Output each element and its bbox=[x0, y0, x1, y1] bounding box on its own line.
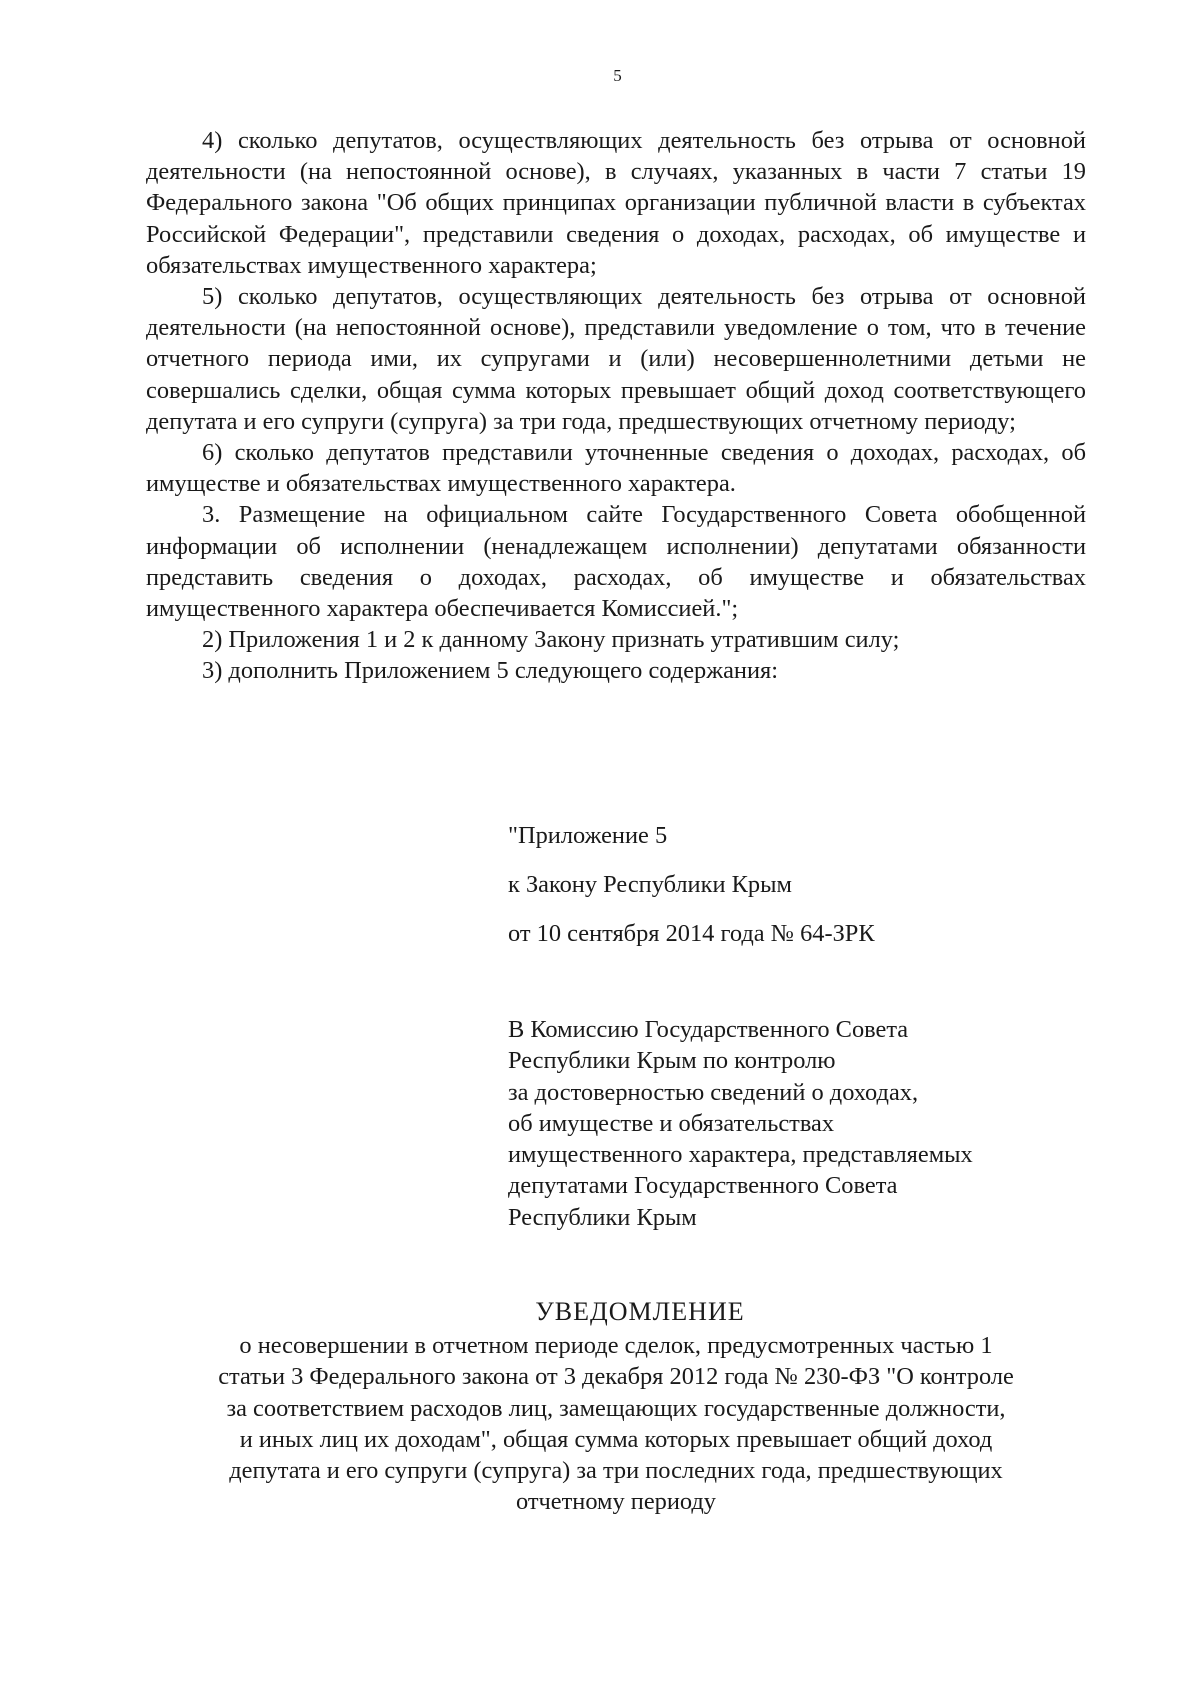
appendix-title: "Приложение 5 bbox=[508, 822, 668, 849]
notice-subtitle-line: депутата и его супруги (супруга) за три последних года, предшествующих bbox=[229, 1457, 1003, 1485]
paragraph-item-6: 6) сколько депутатов представили уточненные сведения о доходах, расходах, об имуществе и обязательствах имущественного характера. bbox=[146, 439, 1086, 498]
addressee-line: депутатами Государственного Совета bbox=[508, 1172, 898, 1200]
paragraph-item-4: 4) сколько депутатов, осуществляющих деятельность без отрыва от основной деятельности (на непостоянной основе), в случаях, указанных в части 7 статьи 19 Федерального закона "Об общих принципах организации публичной власти в субъектах Российской Федерации", представили сведения о доходах, расходах, об имуществе и обязательствах имущественного характера; bbox=[146, 127, 1086, 279]
appendix-law-reference: к Закону Республики Крым bbox=[508, 871, 792, 898]
body-text bbox=[146, 125, 1086, 687]
addressee-line: Республики Крым по контролю bbox=[508, 1047, 836, 1075]
addressee-line: В Комиссию Государственного Совета bbox=[508, 1016, 909, 1043]
notice-subtitle-line: и иных лиц их доходам", общая сумма которых превышает общий доход bbox=[239, 1425, 993, 1453]
appendix-heading bbox=[508, 811, 875, 958]
addressee-line: за достоверностью сведений о доходах, bbox=[508, 1078, 919, 1106]
notice-subtitle-line: за соответствием расходов лиц, замещающих государственные должности, bbox=[226, 1394, 1006, 1422]
page-number: 5 bbox=[613, 66, 622, 85]
paragraph-item-5: 5) сколько депутатов, осуществляющих деятельность без отрыва от основной деятельности (на непостоянной основе), представили уведомление о том, что в течение отчетного периода ими, их супругами и (или) несовершеннолетними детьми не совершались сделки, общая сумма которых превышает общий доход соответствующего депутата и его супруги (супруга) за три года, предшествующих отчетному периоду; bbox=[146, 283, 1086, 435]
addressee-line: имущественного характера, представляемых bbox=[508, 1141, 973, 1169]
paragraph-amendment-3: 3) дополнить Приложением 5 следующего содержания: bbox=[202, 657, 778, 685]
notice-subtitle-line: о несовершении в отчетном периоде сделок, предусмотренных частью 1 bbox=[239, 1332, 993, 1359]
addressee-block bbox=[508, 1014, 1068, 1233]
paragraph-part-3: 3. Размещение на официальном сайте Государственного Совета обобщенной информации об исполнении (ненадлежащем исполнении) депутатами обязанности представить сведения о доходах, расходах, об имуществе и обязательствах имущественного характера обеспечивается Комиссией."; bbox=[146, 501, 1086, 623]
appendix-law-date: от 10 сентября 2014 года № 64-ЗРК bbox=[508, 920, 875, 947]
notice-subtitle-line: статьи 3 Федерального закона от 3 декабря 2012 года № 230-ФЗ "О контроле bbox=[218, 1363, 1014, 1391]
notice-title: УВЕДОМЛЕНИЕ bbox=[535, 1297, 745, 1326]
notice-subtitle-line: отчетному периоду bbox=[515, 1488, 717, 1516]
addressee-line: об имуществе и обязательствах bbox=[508, 1109, 835, 1137]
addressee-line: Республики Крым bbox=[508, 1203, 697, 1231]
paragraph-amendment-2: 2) Приложения 1 и 2 к данному Закону признать утратившим силу; bbox=[202, 626, 900, 654]
notice-subtitle bbox=[146, 1330, 1086, 1518]
